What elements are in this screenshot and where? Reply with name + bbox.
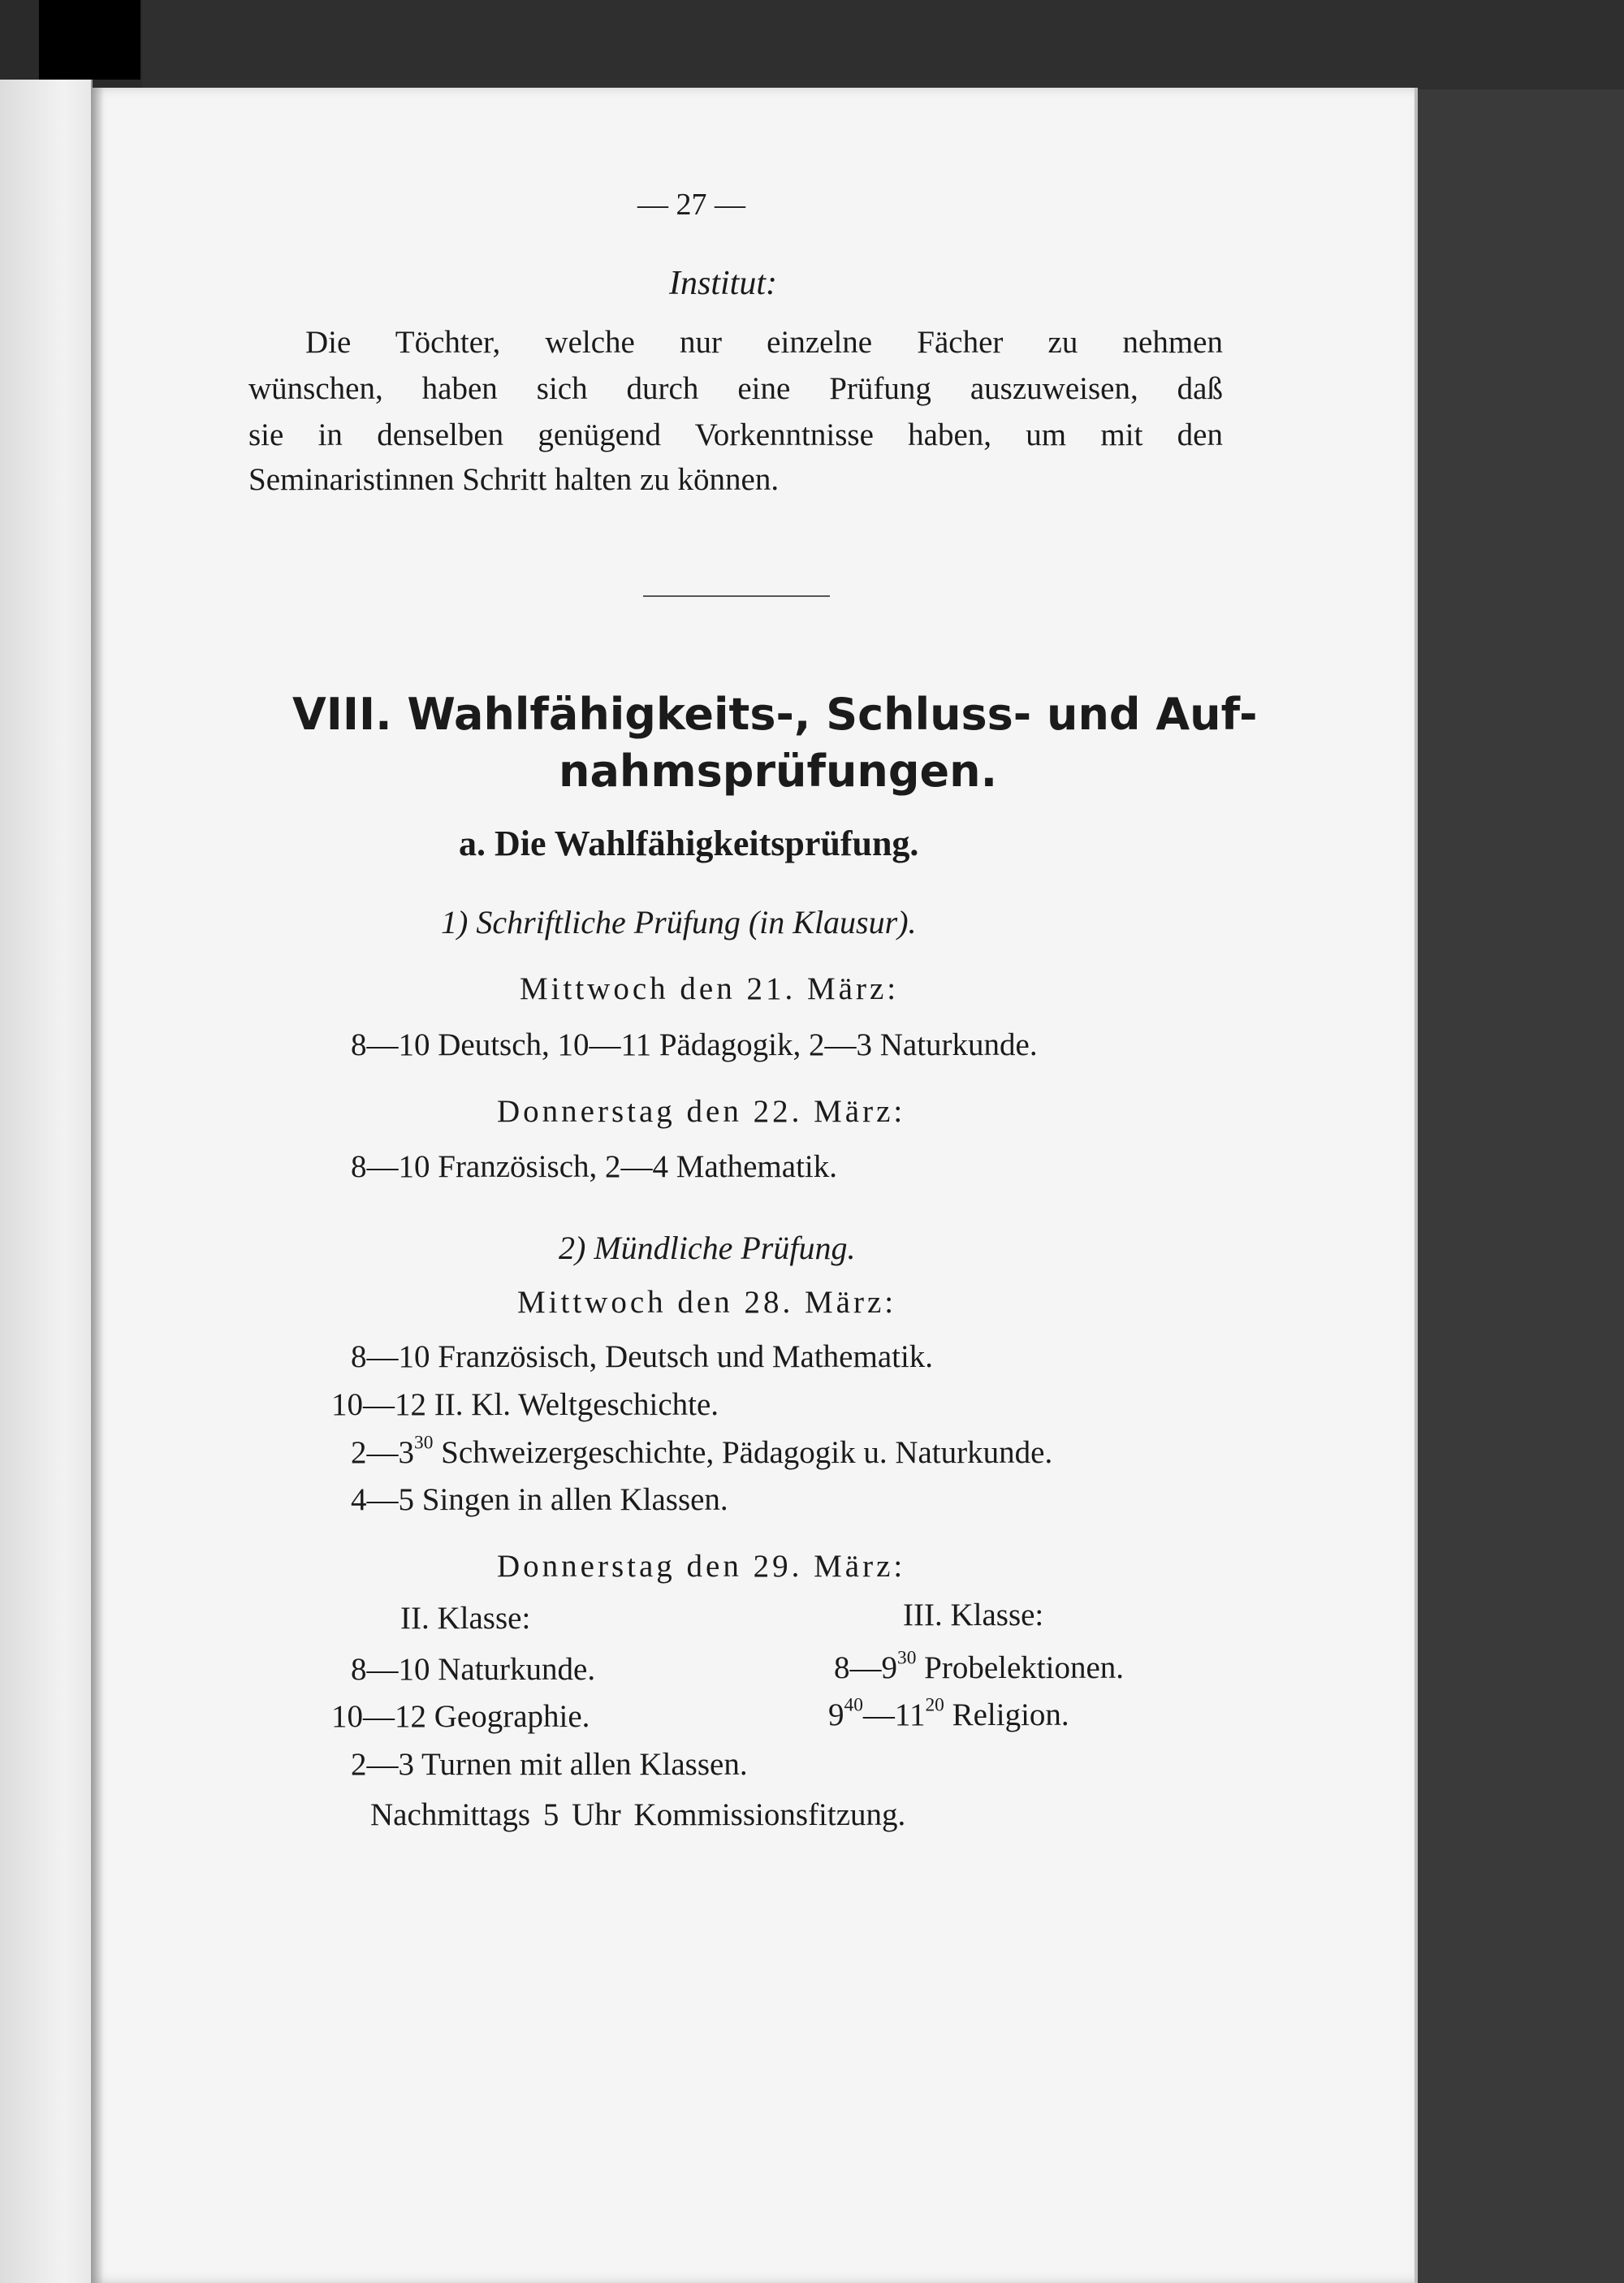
- section-title-line-1: VIII. Wahlfähigkeits-, Schluss- und Auf-: [292, 689, 1258, 740]
- section-subtitle: a. Die Wahlfähigkeitsprüfung.: [459, 824, 919, 863]
- written-day-2: Donnerstag den 22. März:: [497, 1094, 906, 1129]
- afternoon-line: 2—3 Turnen mit allen Klassen.: [351, 1747, 748, 1782]
- written-day-2-schedule: 8—10 Französisch, 2—4 Mathematik.: [351, 1149, 837, 1184]
- oral-row-time: 4—5: [351, 1482, 414, 1517]
- page-number: — 27 —: [637, 188, 745, 222]
- section-title-line-2: nahmsprüfungen.: [559, 746, 998, 797]
- intro-heading: Institut:: [669, 265, 777, 302]
- oral-row-text: Französisch, Deutsch und Mathematik.: [438, 1339, 934, 1374]
- class-2-row-time: 8—10: [351, 1652, 430, 1687]
- intro-line-2: wünschen, haben sich durch eine Prüfung auszuweisen, daß: [248, 371, 1223, 406]
- oral-row-time: 8—10: [351, 1339, 430, 1374]
- class-3-row-text: Probelektionen.: [924, 1650, 1125, 1685]
- written-heading: 1) Schriftliche Prüfung (in Klausur).: [441, 904, 917, 940]
- oral-day-2: Donnerstag den 29. März:: [497, 1549, 906, 1584]
- oral-row-4: [351, 1481, 728, 1518]
- oral-row-text: Schweizergeschichte, Pädagogik u. Naturkunde.: [441, 1435, 1053, 1470]
- scan-background-top: [0, 0, 1624, 89]
- closing-line: Nachmittags 5 Uhr Kommissionsfitzung.: [370, 1797, 906, 1832]
- section-divider: [643, 595, 830, 597]
- intro-line-3: sie in denselben genügend Vorkenntnisse haben, um mit den: [248, 417, 1223, 452]
- black-corner-tab: [39, 0, 140, 80]
- class-2-row-2: [331, 1698, 590, 1735]
- class-3-row-1: [834, 1647, 1125, 1686]
- previous-page-edge: [0, 80, 93, 2283]
- intro-line-1: Die Töchter, welche nur einzelne Fächer zu nehmen: [305, 325, 1223, 360]
- oral-row-time: 10—12: [331, 1387, 426, 1422]
- page-edge: [1415, 88, 1418, 2283]
- class-2-row-time: 10—12: [331, 1699, 426, 1734]
- class-2-heading: II. Klasse:: [400, 1601, 531, 1636]
- class-2-row-1: [351, 1651, 595, 1688]
- oral-row-1: [351, 1338, 933, 1375]
- oral-heading: 2) Mündliche Prüfung.: [559, 1230, 856, 1266]
- class-2-row-text: Geographie.: [434, 1699, 590, 1734]
- oral-row-text: Singen in allen Klassen.: [421, 1482, 728, 1517]
- class-3-row-time: $9^{40}—11^{20}$: [828, 1694, 944, 1732]
- written-day-1: Mittwoch den 21. März:: [520, 971, 900, 1006]
- class-2-row-text: Naturkunde.: [438, 1652, 596, 1687]
- class-3-row-time: $8—9^{30}$: [834, 1647, 917, 1685]
- written-day-1-schedule: 8—10 Deutsch, 10—11 Pädagogik, 2—3 Naturkunde.: [351, 1027, 1038, 1062]
- intro-line-4: Seminaristinnen Schritt halten zu können.: [248, 462, 780, 497]
- oral-row-2: [331, 1386, 719, 1423]
- class-3-heading: III. Klasse:: [903, 1598, 1044, 1632]
- oral-row-text: II. Kl. Weltgeschichte.: [434, 1387, 719, 1422]
- gutter-shadow: [91, 88, 104, 2283]
- oral-row-time: $2—3^{30}$: [351, 1432, 434, 1470]
- class-3-row-2: [828, 1694, 1069, 1733]
- oral-row-3: [351, 1434, 1052, 1471]
- class-3-row-text: Religion.: [952, 1697, 1069, 1732]
- oral-day-1: Mittwoch den 28. März:: [517, 1285, 897, 1320]
